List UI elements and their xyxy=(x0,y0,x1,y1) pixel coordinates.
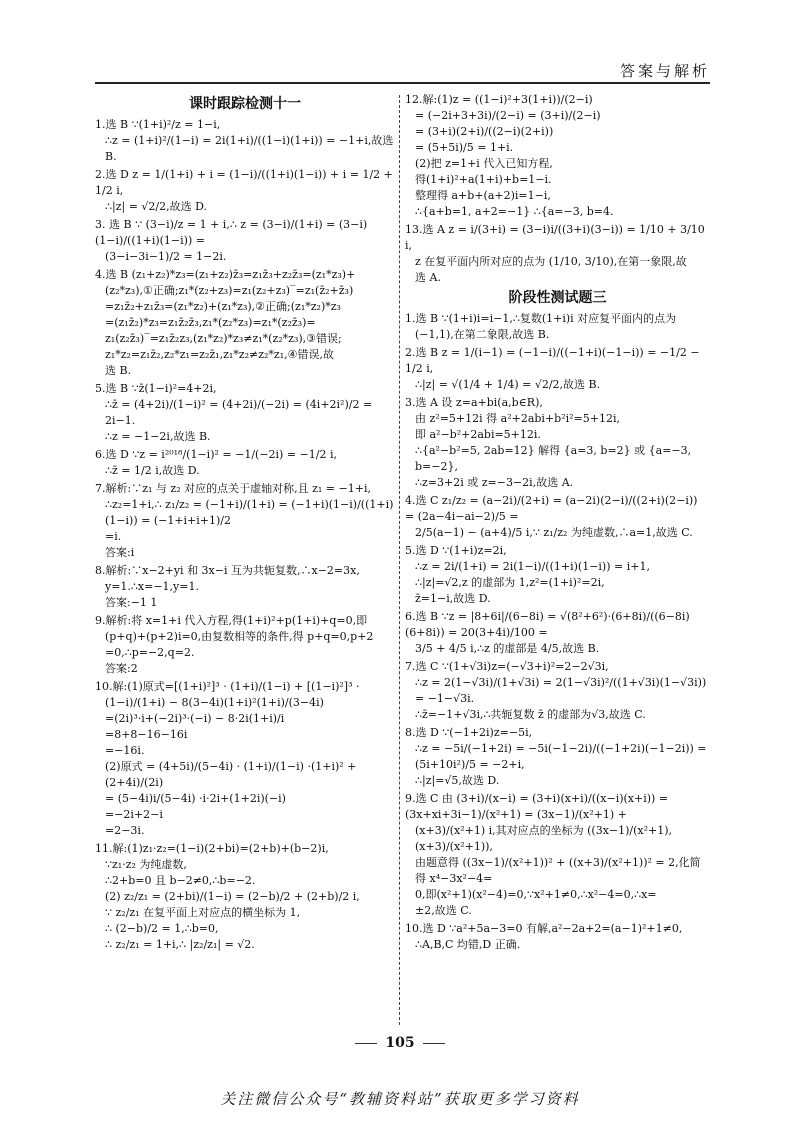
answer-line: 12.解:(1)z = ((1−i)²+3(1+i))/(2−i) xyxy=(405,93,593,106)
section-title-left: 课时跟踪检测十一 xyxy=(189,96,301,112)
answer-line: =0,∴p=−2,q=2. xyxy=(105,646,195,659)
answer-line: =−16i. xyxy=(105,744,145,757)
answer-line: 由题意得 ((3x−1)/(x²+1))² + ((x+3)/(x²+1))² = 2,化简得 x⁴−3x²−4= xyxy=(415,856,701,885)
answer-line: 1.选 B ∵(1+i)i=i−1,∴复数(1+i)i 对应复平面内的点为 xyxy=(405,312,677,325)
answer-line: = (−2i+3+3i)/(2−i) = (3+i)/(2−i) xyxy=(415,109,601,122)
answer-line: 6.选 D ∵z = i²⁰¹⁸/(1−i)² = −1/(−2i) = −1/2 i, xyxy=(95,448,337,461)
answer-line: 13.选 A z = i/(3+i) = (3−i)i/((3+i)(3−i)) = 1/10 + 3/10 i, xyxy=(405,223,705,252)
answer-line: 即 a²−b²+2abi=5+12i. xyxy=(415,428,541,441)
footer-dash-right xyxy=(423,1043,445,1044)
answer-line: ∴z = (1+i)²/(1−i) = 2i(1+i)/((1−i)(1+i)) = −1+i,故选 B. xyxy=(105,134,394,163)
column-divider xyxy=(399,95,400,1025)
answer-line: 8.选 D ∵(−1+2i)z=−5i, xyxy=(405,726,533,739)
answer-line: =2−3i. xyxy=(105,824,145,837)
answer-item xyxy=(95,117,395,165)
answer-line: ∴|z|=√5,故选 D. xyxy=(415,774,500,787)
answer-line: z̄=1−i,故选 D. xyxy=(415,592,491,605)
right-items-top xyxy=(405,92,710,286)
header-title: 答案与解析 xyxy=(619,62,710,80)
answer-line: ∴z=3+2i 或 z=−3−2i,故选 A. xyxy=(415,476,574,489)
answer-line: ∴2+b=0 且 b−2≠0,∴b=−2. xyxy=(105,874,256,887)
answer-line: =−2i+2−i xyxy=(105,808,163,821)
answer-line: 选 B. xyxy=(105,364,132,377)
answer-line: =i. xyxy=(105,530,122,543)
answer-line: 选 A. xyxy=(415,271,441,284)
answer-line: ∴z = −1−2i,故选 B. xyxy=(105,430,211,443)
answer-line: =z₁z̄₂+z₁z̄₃=(z₁*z₂)+(z₁*z₃),②正确;(z₁*z₂)*z₃ xyxy=(105,300,341,313)
answer-line: ∴ (2−b)/2 = 1,∴b=0, xyxy=(105,922,219,935)
right-column xyxy=(405,92,710,955)
answer-line: ∴|z| = √(1/4 + 1/4) = √2/2,故选 B. xyxy=(415,378,601,391)
answer-line: ∴{a+b=1, a+2=−1} ∴{a=−3, b=4. xyxy=(415,205,614,218)
answer-line: 6.选 B ∵z = |8+6i|/(6−8i) = √(8²+6²)·(6+8i)/((6−8i)(6+8i)) = 20(3+4i)/100 = xyxy=(405,610,690,639)
answer-line: 3/5 + 4/5 i,∴z 的虚部是 4/5,故选 B. xyxy=(415,642,600,655)
answer-line: 7.选 C ∵(1+√3i)z=(−√3+i)²=2−2√3i, xyxy=(405,660,609,673)
answer-item xyxy=(405,222,710,286)
answer-line: ∵ z₂/z₁ 在复平面上对应点的横坐标为 1, xyxy=(105,906,301,919)
answer-line: = (3+i)(2+i)/((2−i)(2+i)) xyxy=(415,125,554,138)
answer-line: (z₂*z₃),①正确;z₁*(z₂+z₃)=z₁(z₂+z₃)‾=z₁(z̄₂+z̄₃) xyxy=(105,284,354,297)
answer-line: ∴|z|=√2,z 的虚部为 1,z²=(1+i)²=2i, xyxy=(415,576,605,589)
answer-line: 1.选 B ∵(1+i)²/z = 1−i, xyxy=(95,118,221,131)
answer-line: ∴{a²−b²=5, 2ab=12} 解得 {a=3, b=2} 或 {a=−3, b=−2}, xyxy=(415,444,692,473)
section-title-right: 阶段性测试题三 xyxy=(508,290,607,306)
answer-line: (3−i−3i−1)/2 = 1−2i. xyxy=(105,250,227,263)
answer-line: (p+q)+(p+2)i=0,由复数相等的条件,得 p+q=0,p+2 xyxy=(105,630,374,643)
page-number-footer xyxy=(0,1035,800,1051)
answer-item xyxy=(95,447,395,479)
answer-item xyxy=(95,381,395,445)
answer-item xyxy=(95,481,395,561)
answer-line: 10.选 D ∵a²+5a−3=0 有解,a²−2a+2=(a−1)²+1≠0, xyxy=(405,922,683,935)
answer-line: 答案:i xyxy=(105,546,135,559)
answer-line: ∴z = −5i/(−1+2i) = −5i(−1−2i)/((−1+2i)(−1−2i)) = (5i+10i²)/5 = −2+i, xyxy=(415,742,707,771)
answer-line: (1−i)/(1+i) − 8(3−4i)(1+i)²(1+i)/(3−4i) xyxy=(105,696,324,709)
answer-line: 0,即(x²+1)(x²−4)=0,∵x²+1≠0,∴x²−4=0,∴x= xyxy=(415,888,657,901)
answer-line: ∴A,B,C 均错,D 正确. xyxy=(415,938,521,951)
answer-line: z₁*z₂=z₁z̄₂,z₂*z₁=z₂z̄₁,z₁*z₂≠z₂*z₁,④错误,故 xyxy=(105,348,334,361)
answer-item xyxy=(405,92,710,220)
answer-line: 3. 选 B ∵ (3−i)/z = 1 + i,∴ z = (3−i)/(1+i) = (3−i)(1−i)/((1+i)(1−i)) = xyxy=(95,218,368,247)
page-header xyxy=(95,60,710,82)
answer-line: (2)原式 = (4+5i)/(5−4i) · (1+i)/(1−i) ·(1+i)² + (2+4i)/(2i) xyxy=(105,760,357,789)
answer-item xyxy=(95,267,395,379)
answer-line: ∴z = 2i/(1+i) = 2i(1−i)/((1+i)(1−i)) = i+1, xyxy=(415,560,650,573)
answer-line: 答案:−1 1 xyxy=(105,596,158,609)
answer-line: 由 z²=5+12i 得 a²+2abi+b²i²=5+12i, xyxy=(415,412,620,425)
answer-line: 5.选 D ∵(1+i)z=2i, xyxy=(405,544,507,557)
answer-item xyxy=(95,167,395,215)
answer-line: ∴z̄ = (4+2i)/(1−i)² = (4+2i)/(−2i) = (4i+2i²)/2 = 2i−1. xyxy=(105,398,373,427)
answer-line: 9.解析:将 x=1+i 代入方程,得(1+i)²+p(1+i)+q=0,即 xyxy=(95,614,368,627)
answer-line: 11.解:(1)z₁·z₂=(1−i)(2+bi)=(2+b)+(b−2)i, xyxy=(95,842,329,855)
answer-line: =(z₁z̄₂)*z₃=z₁z̄₂z̄₃,z₁*(z₂*z₃)=z₁*(z₂z̄₃)= xyxy=(105,316,316,329)
answer-line: (2) z₂/z₁ = (2+bi)/(1−i) = (2−b)/2 + (2+b)/2 i, xyxy=(105,890,360,903)
answer-line: ∴ z₂/z₁ = 1+i,∴ |z₂/z₁| = √2. xyxy=(105,938,255,951)
answer-item xyxy=(405,543,710,607)
answer-item xyxy=(95,563,395,611)
answer-line: 2.选 D z = 1/(1+i) + i = (1−i)/((1+i)(1−i)) + i = 1/2 + 1/2 i, xyxy=(95,168,393,197)
answer-line: ±2,故选 C. xyxy=(415,904,472,917)
answer-line: 3.选 A 设 z=a+bi(a,b∈R), xyxy=(405,396,543,409)
answer-line: ∴z̄=−1+√3i,∴共轭复数 z̄ 的虚部为√3,故选 C. xyxy=(415,708,646,721)
answer-item xyxy=(95,217,395,265)
answer-line: 4.选 C z₁/z₂ = (a−2i)/(2+i) = (a−2i)(2−i)/((2+i)(2−i)) = (2a−4i−ai−2)/5 = xyxy=(405,494,698,523)
answer-line: 4.选 B (z₁+z₂)*z₃=(z₁+z₂)z̄₃=z₁z̄₃+z₂z̄₃=(z₁*z₃)+ xyxy=(95,268,356,281)
answer-line: (−1,1),在第二象限,故选 B. xyxy=(415,328,550,341)
watermark-text: 关注微信公众号“教辅资料站”获取更多学习资料 xyxy=(220,1090,580,1108)
answer-line: 答案:2 xyxy=(105,662,138,675)
answer-item xyxy=(405,725,710,789)
answer-line: =8+8−16−16i xyxy=(105,728,188,741)
answer-line: 2/5(a−1) − (a+4)/5 i,∵ z₁/z₂ 为纯虚数,∴a=1,故选 C. xyxy=(415,526,693,539)
answer-item xyxy=(405,791,710,919)
footer-dash-left xyxy=(355,1043,377,1044)
answer-line: ∴z₂=1+i,∴ z₁/z₂ = (−1+i)/(1+i) = (−1+i)(1−i)/((1+i)(1−i)) = (−1+i+i+1)/2 xyxy=(105,498,394,527)
answer-line: 10.解:(1)原式=[(1+i)²]³ · (1+i)/(1−i) + [(1−i)²]³ · xyxy=(95,680,360,693)
answer-line: =(2i)³·i+(−2i)³·(−i) − 8·2i(1+i)/i xyxy=(105,712,285,725)
header-rule xyxy=(95,82,710,84)
answer-item xyxy=(405,609,710,657)
answer-line: y=1.∴x=−1,y=1. xyxy=(105,580,199,593)
answer-item xyxy=(405,311,710,343)
answer-line: 7.解析:∵z₁ 与 z₂ 对应的点关于虚轴对称,且 z₁ = −1+i, xyxy=(95,482,371,495)
left-items xyxy=(95,117,395,953)
answer-line: ∴z = 2(1−√3i)/(1+√3i) = 2(1−√3i)²/((1+√3i)(1−√3i)) = −1−√3i. xyxy=(415,676,707,705)
answer-item xyxy=(405,345,710,393)
answer-line: 得(1+i)²+a(1+i)+b=1−i. xyxy=(415,173,552,186)
answer-line: 2.选 B z = 1/(i−1) = (−1−i)/((−1+i)(−1−i)) = −1/2 − 1/2 i, xyxy=(405,346,700,375)
answer-line: 9.选 C 由 (3+i)/(x−i) = (3+i)(x+i)/((x−i)(x+i)) = (3x+xi+3i−1)/(x²+1) = (3x−1)/(x²+1) + xyxy=(405,792,669,821)
answer-item xyxy=(405,659,710,723)
answer-item xyxy=(95,841,395,953)
answer-line: 整理得 a+b+(a+2)i=1−i, xyxy=(415,189,551,202)
answer-line: ∴z̄ = 1/2 i,故选 D. xyxy=(105,464,200,477)
answer-line: ∵z₁·z₂ 为纯虚数, xyxy=(105,858,187,871)
answer-line: 5.选 B ∵z̄(1−i)²=4+2i, xyxy=(95,382,217,395)
answer-line: (2)把 z=1+i 代入已知方程, xyxy=(415,157,553,170)
page-number: 105 xyxy=(385,1035,415,1051)
left-column xyxy=(95,92,395,955)
answer-item xyxy=(95,613,395,677)
answer-item xyxy=(95,679,395,839)
answer-line: z₁(z₂z̄₃)‾=z₁z̄₂z₃,(z₁*z₂)*z₃≠z₁*(z₂*z₃),③错误; xyxy=(105,332,342,345)
answer-line: = (5−4i)i/(5−4i) ·i·2i+(1+2i)(−i) xyxy=(105,792,286,805)
answer-item xyxy=(405,921,710,953)
answer-item xyxy=(405,395,710,491)
answer-line: z 在复平面内所对应的点为 (1/10, 3/10),在第一象限,故 xyxy=(415,255,687,268)
answer-line: 8.解析:∵x−2+yi 和 3x−i 互为共轭复数,∴x−2=3x, xyxy=(95,564,360,577)
right-items-bottom xyxy=(405,311,710,953)
answer-line: = (5+5i)/5 = 1+i. xyxy=(415,141,514,154)
answer-line: ∴|z| = √2/2,故选 D. xyxy=(105,200,208,213)
answer-item xyxy=(405,493,710,541)
answer-line: (x+3)/(x²+1) i,其对应点的坐标为 ((3x−1)/(x²+1), (x+3)/(x²+1)), xyxy=(415,824,673,853)
